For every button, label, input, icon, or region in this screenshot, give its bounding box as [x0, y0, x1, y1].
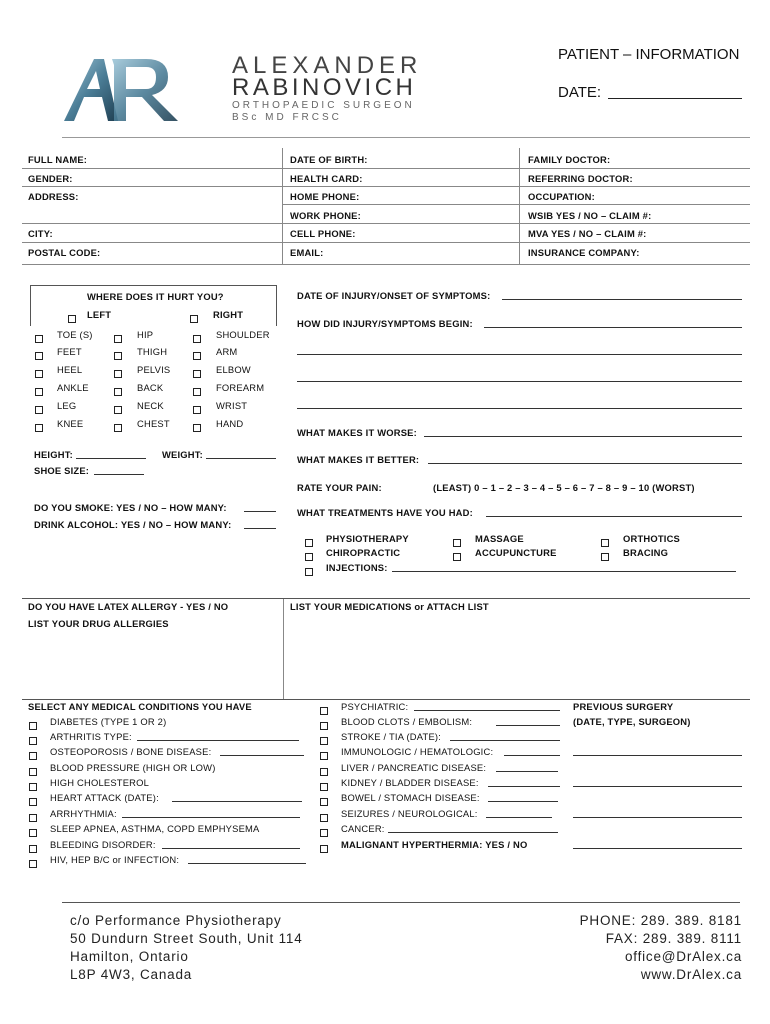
patient-info-table: [22, 148, 750, 265]
infection-field[interactable]: [188, 863, 306, 864]
body-part-label: ELBOW: [216, 364, 251, 375]
condition-label: OSTEOPOROSIS / BONE DISEASE:: [50, 746, 212, 757]
body-part-label: KNEE: [57, 418, 84, 429]
date-field[interactable]: [608, 98, 742, 99]
treatment-label: ACCUPUNCTURE: [475, 547, 557, 558]
smoke-label: DO YOU SMOKE: YES / NO – HOW MANY:: [34, 502, 227, 513]
treatment-label: CHIROPRACTIC: [326, 547, 401, 558]
mva-field[interactable]: MVA YES / NO – CLAIM #:: [528, 228, 647, 239]
condition-label: MALIGNANT HYPERTHERMIA: YES / NO: [341, 839, 528, 850]
condition-label: HIGH CHOLESTEROL: [50, 777, 150, 788]
checkbox[interactable]: [305, 563, 313, 581]
right-checkbox[interactable]: [190, 310, 198, 328]
pain-scale[interactable]: (LEAST) 0 – 1 – 2 – 3 – 4 – 5 – 6 – 7 – 8 – 9 – 10 (WORST): [433, 482, 695, 493]
arthritis-field[interactable]: [137, 740, 299, 741]
previous-surgery-title: PREVIOUS SURGERY: [573, 701, 674, 712]
city-field[interactable]: CITY:: [28, 228, 53, 239]
right-label: RIGHT: [213, 309, 244, 320]
row-divider: [22, 223, 750, 224]
checkbox[interactable]: [114, 330, 122, 348]
condition-label: CANCER:: [341, 823, 385, 834]
occupation-field[interactable]: OCCUPATION:: [528, 191, 595, 202]
family-doctor-field[interactable]: FAMILY DOCTOR:: [528, 154, 611, 165]
footer-address-line2: 50 Dundurn Street South, Unit 114: [70, 931, 303, 946]
checkbox[interactable]: [193, 365, 201, 383]
checkbox[interactable]: [35, 365, 43, 383]
footer-website[interactable]: www.DrAlex.ca: [640, 967, 742, 982]
checkbox[interactable]: [601, 548, 609, 566]
cell-phone-field[interactable]: CELL PHONE:: [290, 228, 356, 239]
footer-address-line3: Hamilton, Ontario: [70, 949, 189, 964]
hurt-title: WHERE DOES IT HURT YOU?: [87, 291, 224, 302]
body-part-label: FEET: [57, 346, 82, 357]
header-divider: [62, 137, 750, 138]
pain-label: RATE YOUR PAIN:: [297, 482, 382, 493]
injury-how-field-line[interactable]: [297, 354, 742, 355]
referring-doctor-field[interactable]: REFERRING DOCTOR:: [528, 173, 633, 184]
footer-email[interactable]: office@DrAlex.ca: [624, 949, 742, 964]
checkbox[interactable]: [35, 330, 43, 348]
body-part-label: SHOULDER: [216, 329, 270, 340]
checkbox[interactable]: [114, 383, 122, 401]
injury-date-label: DATE OF INJURY/ONSET OF SYMPTOMS:: [297, 290, 491, 301]
checkbox[interactable]: [193, 419, 201, 437]
checkbox[interactable]: [193, 330, 201, 348]
condition-label: BLEEDING DISORDER:: [50, 839, 156, 850]
kidney-field[interactable]: [488, 786, 560, 787]
checkbox[interactable]: [35, 347, 43, 365]
condition-label: DIABETES (TYPE 1 OR 2): [50, 716, 167, 727]
footer-fax: FAX: 289. 389. 8111: [605, 931, 742, 946]
body-part-label: HEEL: [57, 364, 83, 375]
condition-label: HIV, HEP B/C or INFECTION:: [50, 854, 180, 865]
better-label: WHAT MAKES IT BETTER:: [297, 454, 420, 465]
injections-field[interactable]: [392, 571, 736, 572]
home-phone-field[interactable]: HOME PHONE:: [290, 191, 360, 202]
footer-phone: PHONE: 289. 389. 8181: [579, 913, 742, 928]
conditions-title: SELECT ANY MEDICAL CONDITIONS YOU HAVE: [28, 701, 252, 712]
injury-how-field[interactable]: [484, 327, 742, 328]
condition-label: STROKE / TIA (DATE):: [341, 731, 442, 742]
osteoporosis-field[interactable]: [220, 755, 304, 756]
alcohol-label: DRINK ALCOHOL: YES / NO – HOW MANY:: [34, 519, 232, 530]
checkbox[interactable]: [193, 383, 201, 401]
bleeding-field[interactable]: [162, 848, 300, 849]
work-phone-field[interactable]: WORK PHONE:: [290, 210, 361, 221]
weight-field[interactable]: [206, 458, 276, 459]
latex-allergy-label[interactable]: DO YOU HAVE LATEX ALLERGY - YES / NO: [28, 601, 229, 612]
logo: [60, 55, 185, 130]
smoke-field[interactable]: [244, 511, 276, 512]
bowel-field[interactable]: [488, 801, 558, 802]
logo-graphic: [60, 55, 185, 125]
full-name-field[interactable]: FULL NAME:: [28, 154, 88, 165]
condition-label: PSYCHIATRIC:: [341, 701, 409, 712]
checkbox[interactable]: [29, 855, 37, 873]
brand-credentials: BSc MD FRCSC: [232, 112, 342, 123]
seizures-field[interactable]: [486, 817, 552, 818]
injury-how-label: HOW DID INJURY/SYMPTOMS BEGIN:: [297, 318, 473, 329]
immunologic-field[interactable]: [504, 755, 560, 756]
body-part-label: HIP: [137, 329, 154, 340]
checkbox[interactable]: [320, 840, 328, 858]
brand-name-last: RABINOVICH: [232, 74, 417, 101]
box-divider: [283, 599, 284, 699]
left-label: LEFT: [87, 309, 112, 320]
table-divider: [282, 148, 283, 264]
allergy-medication-box: [22, 598, 750, 700]
condition-label: ARRHYTHMIA:: [50, 808, 117, 819]
previous-surgery-line[interactable]: [573, 755, 742, 756]
insurance-company-field[interactable]: INSURANCE COMPANY:: [528, 247, 640, 258]
table-divider: [519, 148, 520, 264]
medications-label[interactable]: LIST YOUR MEDICATIONS or ATTACH LIST: [290, 601, 489, 612]
wsib-field[interactable]: WSIB YES / NO – CLAIM #:: [528, 210, 652, 221]
injury-date-field[interactable]: [502, 299, 742, 300]
body-part-label: THIGH: [137, 346, 168, 357]
gender-field[interactable]: GENDER:: [28, 173, 73, 184]
shoe-size-field[interactable]: [94, 474, 144, 475]
liver-field[interactable]: [496, 771, 558, 772]
previous-surgery-line[interactable]: [573, 848, 742, 849]
treatments-label: WHAT TREATMENTS HAVE YOU HAD:: [297, 507, 473, 518]
height-field[interactable]: [76, 458, 146, 459]
blood-clots-field[interactable]: [496, 725, 560, 726]
stroke-field[interactable]: [450, 740, 560, 741]
condition-label: SLEEP APNEA, ASTHMA, COPD EMPHYSEMA: [50, 823, 260, 834]
body-part-label: NECK: [137, 400, 164, 411]
brand-specialty: ORTHOPAEDIC SURGEON: [232, 100, 415, 111]
injury-how-field-line[interactable]: [297, 381, 742, 382]
condition-label: BLOOD CLOTS / EMBOLISM:: [341, 716, 473, 727]
address-field[interactable]: ADDRESS:: [28, 191, 79, 202]
page-title: PATIENT – INFORMATION: [558, 46, 740, 63]
checkbox[interactable]: [114, 365, 122, 383]
checkbox[interactable]: [114, 347, 122, 365]
treatment-label: ORTHOTICS: [623, 533, 681, 544]
footer-address-line1: c/o Performance Physiotherapy: [70, 913, 282, 928]
body-part-label: CHEST: [137, 418, 170, 429]
treatment-label: MASSAGE: [475, 533, 524, 544]
treatment-label: PHYSIOTHERAPY: [326, 533, 409, 544]
row-divider: [22, 168, 750, 169]
body-part-label: TOE (S): [57, 329, 93, 340]
weight-label: WEIGHT:: [162, 449, 203, 460]
worse-label: WHAT MAKES IT WORSE:: [297, 427, 417, 438]
treatment-label: BRACING: [623, 547, 669, 558]
worse-field[interactable]: [424, 436, 742, 437]
body-part-label: HAND: [216, 418, 244, 429]
body-part-label: ANKLE: [57, 382, 89, 393]
footer-divider: [62, 902, 740, 903]
injury-how-field-line[interactable]: [297, 408, 742, 409]
treatments-field[interactable]: [486, 516, 742, 517]
checkbox[interactable]: [114, 419, 122, 437]
psychiatric-field[interactable]: [414, 710, 560, 711]
alcohol-field[interactable]: [244, 528, 276, 529]
previous-surgery-subtitle: (DATE, TYPE, SURGEON): [573, 716, 691, 727]
body-part-label: BACK: [137, 382, 164, 393]
checkbox[interactable]: [35, 419, 43, 437]
checkbox[interactable]: [35, 401, 43, 419]
email-field[interactable]: EMAIL:: [290, 247, 324, 258]
checkbox[interactable]: [35, 383, 43, 401]
body-part-label: ARM: [216, 346, 238, 357]
row-divider: [282, 204, 750, 205]
postal-code-field[interactable]: POSTAL CODE:: [28, 247, 101, 258]
condition-label: KIDNEY / BLADDER DISEASE:: [341, 777, 479, 788]
health-card-field[interactable]: HEALTH CARD:: [290, 173, 363, 184]
condition-label: BOWEL / STOMACH DISEASE:: [341, 792, 480, 803]
left-checkbox[interactable]: [68, 310, 76, 328]
previous-surgery-line[interactable]: [573, 786, 742, 787]
dob-field[interactable]: DATE OF BIRTH:: [290, 154, 368, 165]
better-field[interactable]: [428, 463, 742, 464]
footer-address-line4: L8P 4W3, Canada: [70, 967, 193, 982]
previous-surgery-line[interactable]: [573, 817, 742, 818]
date-label: DATE:: [558, 84, 602, 101]
condition-label: IMMUNOLOGIC / HEMATOLOGIC:: [341, 746, 494, 757]
condition-label: SEIZURES / NEUROLOGICAL:: [341, 808, 478, 819]
condition-label: BLOOD PRESSURE (HIGH OR LOW): [50, 762, 216, 773]
brand-name-first: ALEXANDER: [232, 52, 423, 79]
checkbox[interactable]: [193, 347, 201, 365]
checkbox[interactable]: [114, 401, 122, 419]
checkbox[interactable]: [193, 401, 201, 419]
condition-label: LIVER / PANCREATIC DISEASE:: [341, 762, 487, 773]
shoe-size-label: SHOE SIZE:: [34, 465, 90, 476]
drug-allergies-label[interactable]: LIST YOUR DRUG ALLERGIES: [28, 618, 169, 629]
row-divider: [22, 242, 750, 243]
arrhythmia-field[interactable]: [122, 817, 300, 818]
checkbox[interactable]: [453, 548, 461, 566]
body-part-label: FOREARM: [216, 382, 265, 393]
body-part-label: WRIST: [216, 400, 248, 411]
condition-label: HEART ATTACK (DATE):: [50, 792, 159, 803]
height-label: HEIGHT:: [34, 449, 73, 460]
condition-label: ARTHRITIS TYPE:: [50, 731, 132, 742]
heart-attack-field[interactable]: [172, 801, 302, 802]
treatment-label: INJECTIONS:: [326, 562, 388, 573]
body-part-label: PELVIS: [137, 364, 171, 375]
cancer-field[interactable]: [388, 832, 558, 833]
body-part-label: LEG: [57, 400, 77, 411]
row-divider: [22, 186, 750, 187]
